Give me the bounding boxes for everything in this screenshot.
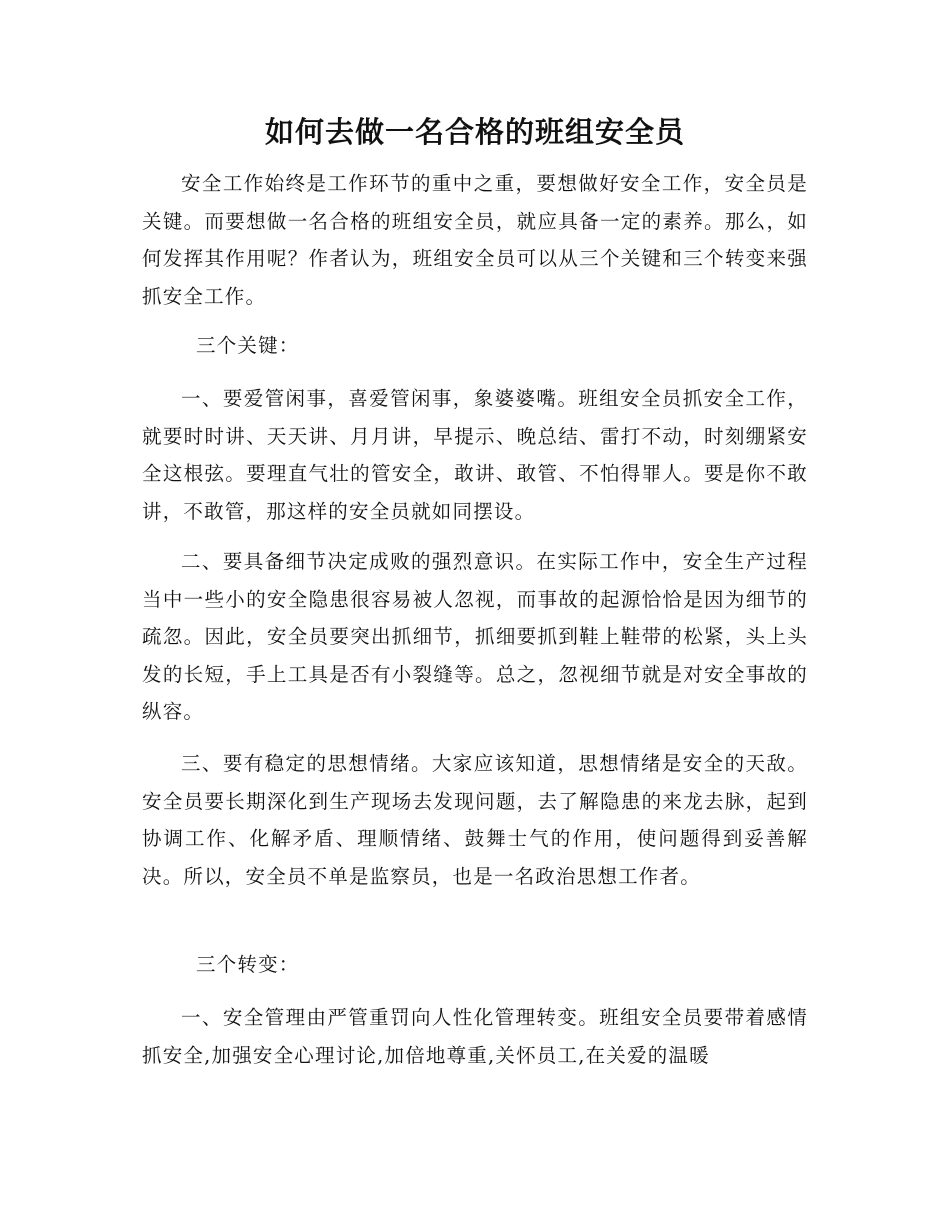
key-three-paragraph: 三、要有稳定的思想情绪。大家应该知道，思想情绪是安全的天敌。安全员要长期深化到生产现场去发现问题，去了解隐患的来龙去脉，起到协调工作、化解矛盾、理顺情绪、鼓舞士气的作用，使问题得到妥善解决。所以，安全员不单是监察员，也是一名政治思想工作者。 [142, 752, 808, 888]
document-title: 如何去做一名合格的班组安全员 [264, 115, 685, 149]
key-one-paragraph: 一、要爱管闲事，喜爱管闲事，象婆婆嘴。班组安全员抓安全工作，就要时时讲、天天讲、月月讲，早提示、晚总结、雷打不动，时刻绷紧安全这根弦。要理直气壮的管安全，敢讲、敢管、不怕得罪人。要是你不敢讲，不敢管，那这样的安全员就如同摆设。 [142, 387, 808, 523]
changes-heading: 三个转变： [196, 953, 300, 976]
intro-paragraph: 安全工作始终是工作环节的重中之重，要想做好安全工作，安全员是关键。而要想做一名合格的班组安全员，就应具备一定的素养。那么，如何发挥其作用呢？作者认为，班组安全员可以从三个关键和三个转变来强抓安全工作。 [142, 172, 808, 308]
key-two-paragraph: 二、要具备细节决定成败的强烈意识。在实际工作中，安全生产过程当中一些小的安全隐患很容易被人忽视，而事故的起源恰恰是因为细节的疏忽。因此，安全员要突出抓细节，抓细要抓到鞋上鞋带的松紧，头上头发的长短，手上工具是否有小裂缝等。总之，忽视细节就是对安全事故的纵容。 [142, 550, 808, 723]
change-one-paragraph: 一、安全管理由严管重罚向人性化管理转变。班组安全员要带着感情抓安全,加强安全心理讨论,加倍地尊重,关怀员工,在关爱的温暖 [142, 1006, 808, 1067]
keys-heading: 三个关键： [196, 334, 300, 357]
